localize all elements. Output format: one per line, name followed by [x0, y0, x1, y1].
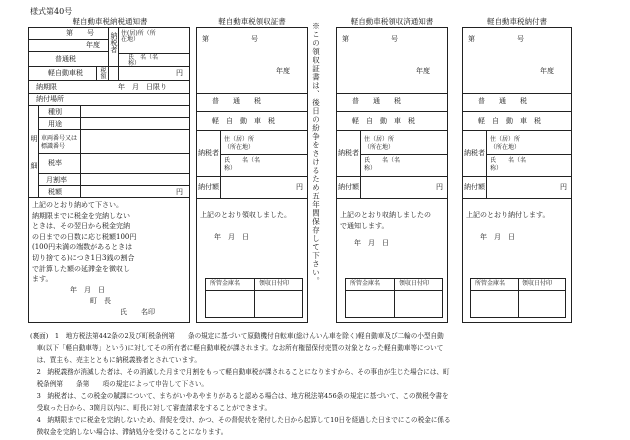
panel1-note-line: で計算した額の延滞金を徴収し [32, 264, 130, 273]
back-note-line: 3 納税者は、この税金の賦課について、まちがいやあやまりがあると認める場合は、地方税法第456条の規定に基づいて、この徴税令書を [30, 392, 449, 400]
panel1-name-label: 氏 名（名 称） [128, 54, 165, 67]
panel4-address: 住（居）所（所在地） [490, 136, 521, 151]
panel1-tax-type: 普通税 [55, 55, 76, 63]
panel2-message: 上記のとおり領収しました。 [200, 211, 291, 219]
panel1-note-line: 上記のとおり納めて下さい。 [32, 201, 123, 209]
panel1-note-line: ときは、その翌日から税金完納 [32, 222, 130, 231]
panel3-yen: 円 [436, 183, 443, 191]
panel4-number: 第 号 [468, 35, 524, 43]
panel2-number: 第 号 [202, 35, 258, 43]
panel4-name: 氏 名（名 称） [490, 157, 533, 172]
panel4-date: 年 月 日 [480, 233, 515, 241]
panel3-number: 第 号 [342, 35, 398, 43]
panel1-yen: 円 [176, 69, 183, 77]
panel3-tax-type: 普 通 税 [352, 97, 401, 105]
panel1-note-line: (100円未満の端数があるときは [32, 243, 133, 252]
panel1-year: 年度 [86, 41, 100, 49]
panel3-taxpayer: 納税者 [338, 149, 359, 157]
panel1-address-label: 住(居)所（所在地） [121, 30, 156, 43]
panel1-note-line: 切り捨てる)につき1日3銭の割合 [32, 253, 135, 262]
panel2-stamp-col1: 所管金庫名 [210, 280, 241, 287]
panel4-tax-type: 普 通 税 [478, 97, 527, 105]
panel4-year: 年度 [540, 67, 554, 75]
panel4-title: 軽自動車税納付書 [487, 17, 547, 26]
back-note-line: 車(以下「軽自動車等」という)に対してその所有者に軽自動車税が課されます。なお所有権留保付売買の対象となった軽自動車等について [30, 344, 444, 352]
panel1-detail-side: 明細 [30, 135, 38, 189]
panel1-note-line: 納期限までに税金を完納しない [32, 211, 130, 220]
panel1-detail-yen: 円 [176, 188, 183, 196]
panel1-payment-place: 納付場所 [36, 95, 64, 103]
panel1-vehicle-tax: 軽自動車税 [48, 69, 83, 77]
panel3-date: 年 月 日 [354, 239, 389, 247]
panel3-title: 軽自動車税領収済通知書 [350, 17, 434, 26]
retention-vertical-note: ※この領収証書は、後日の紛争をさけるため五年間保存して下さい。 [311, 22, 321, 286]
panel2-year: 年度 [276, 67, 290, 75]
panel1-taxpayer-side: 納税者 [110, 32, 118, 53]
panel1-detail-row: 種別 [48, 108, 62, 116]
panel2-date: 年 月 日 [214, 233, 249, 241]
panel1-number: 第 号 [66, 29, 94, 37]
panel3-stamp-col2: 領収日付印 [399, 280, 430, 287]
panel2-yen: 円 [296, 183, 303, 191]
panel3-name: 氏 名（名 称） [364, 157, 407, 172]
panel1-detail-row: 車両番号又は標識番号 [41, 135, 78, 150]
panel1-note-line: ます。 [32, 275, 53, 284]
panel1-deadline-label: 納期限 [36, 83, 57, 91]
back-note-line: は、買主も、売主とともに納税義務者とされています。 [30, 356, 201, 364]
panel3-message-line: 上記のとおり収納しましたの [340, 211, 431, 219]
back-note-line: 徴収金を完納しない場合は、滞納処分を受けることになります。 [30, 428, 228, 436]
panel1-notes [32, 200, 188, 285]
back-note-line: 4 納期限までに税金を完納しないため、督促を受け、かつ、その督促状を発付した日から起算して10日を経過した日までにこの税金に係る [30, 416, 451, 424]
panel1-detail-row: 用途 [48, 120, 62, 128]
panel3-message-line: で通知します。 [340, 222, 389, 230]
panel1-title: 軽自動車税納税通知書 [72, 17, 148, 26]
panel4-vehicle-tax: 軽 自 動 車 税 [478, 117, 541, 125]
panel4-amount-label: 納付額 [464, 183, 485, 191]
back-note-line: (裏面) 1 地方税法第442条の2及び町税条例第 条の規定に基づいて原動機付自転車(総けんいん車を除く)軽自動車及び二輪の小型自動 [30, 332, 444, 340]
panel4-stamp-col2: 領収日付印 [522, 280, 553, 287]
panel1-seal: 氏 名印 [120, 308, 155, 316]
panel2-title: 軽自動車税領収証書 [218, 17, 286, 26]
panel1-detail-row: 税額 [48, 188, 62, 196]
panel3-stamp-col1: 所管金庫名 [350, 280, 381, 287]
form-number: 様式第40号 [30, 7, 73, 16]
panel3-address: 住（居）所（所在地） [364, 136, 395, 151]
panel1-detail-row: 月割率 [46, 176, 67, 184]
panel4-message: 上記のとおり納付します。 [466, 211, 550, 219]
panel2-tax-type: 普 通 税 [212, 97, 261, 105]
panel1-deadline-value: 年 月 日限り [118, 83, 167, 91]
panel2-name: 氏 名（名 称） [224, 157, 267, 172]
panel1-mayor: 町 長 [90, 297, 111, 305]
back-note-line: 税条例第 条第 項の規定によって申告して下さい。 [30, 380, 209, 388]
panel4-yen: 円 [560, 183, 567, 191]
panel3-amount-label: 納付額 [338, 183, 359, 191]
back-note-line: 2 納税義務が消滅した者は、その消滅した月まで月割をもって軽自動車税が課されることになりますから、その事由が生じた場合には、町 [30, 368, 450, 376]
panel1-detail-row: 税率 [48, 159, 62, 167]
panel2-address: 住（居）所（所在地） [224, 136, 255, 151]
back-notes [30, 330, 622, 438]
panel4-taxpayer: 納税者 [464, 149, 485, 157]
panel3-vehicle-tax: 軽 自 動 車 税 [352, 117, 415, 125]
panel1-amount-label: 税額 [99, 67, 106, 79]
panel1-date: 年 月 日 [70, 286, 105, 294]
panel3-year: 年度 [416, 67, 430, 75]
panel2-amount-label: 納付額 [198, 183, 219, 191]
panel2-taxpayer: 納税者 [198, 149, 219, 157]
panel2-stamp-col2: 領収日付印 [259, 280, 290, 287]
back-note-line: 受取った日から、3箇月以内に、町長に対して審査請求をすることができます。 [30, 404, 272, 412]
panel1-note-line: の日までの日数に応じ税額100円 [32, 232, 137, 241]
panel4-stamp-col1: 所管金庫名 [475, 280, 506, 287]
panel2-vehicle-tax: 軽 自 動 車 税 [212, 117, 275, 125]
